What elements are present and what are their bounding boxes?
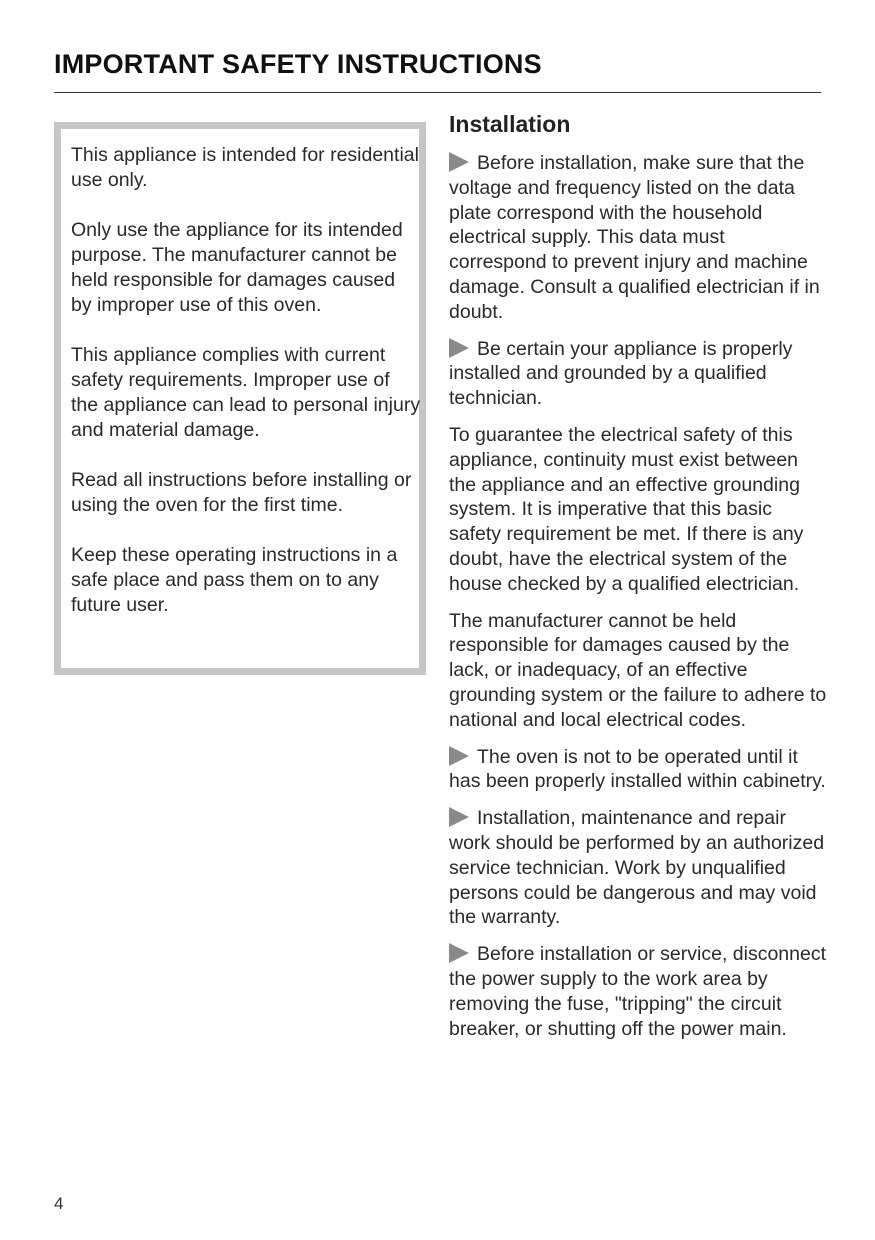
- installation-item: [449, 942, 827, 1041]
- page-number: 4: [54, 1194, 64, 1213]
- installation-item: [449, 337, 827, 411]
- notice-paragraph-keep-instructions: Keep these operating instructions in a safe place and pass them on to any future user.: [71, 544, 398, 616]
- notice-paragraph-read-instructions: Read all instructions before installing or using the oven for the first time.: [71, 469, 412, 516]
- installation-item-text: Before installation, make sure that the voltage and frequency listed on the data plate correspond with the household electrical supply. This data must correspond to prevent injury and machine damage. Consult a qualified electrician if in doubt.: [449, 152, 820, 323]
- notice-paragraph-intended-purpose: Only use the appliance for its intended purpose. The manufacturer cannot be held responsible for damages caused by improper use of this oven.: [71, 219, 403, 316]
- section-heading-installation: Installation: [449, 111, 571, 137]
- arrow-bullet-icon: [449, 746, 469, 766]
- arrow-bullet-icon: [449, 943, 469, 963]
- arrow-bullet-icon: [449, 807, 469, 827]
- installation-section: [449, 108, 827, 1053]
- notice-paragraph-residential: This appliance is intended for residential use only.: [71, 144, 419, 191]
- installation-item: [449, 151, 827, 325]
- arrow-bullet-icon: [449, 338, 469, 358]
- installation-item-text: Installation, maintenance and repair work should be performed by an authorized service technician. Work by unqualified persons could be dangerous and may void the warranty.: [449, 807, 825, 929]
- page-title: IMPORTANT SAFETY INSTRUCTIONS: [54, 49, 542, 79]
- installation-item: [449, 745, 827, 795]
- safety-notice-box: [54, 122, 426, 675]
- installation-item: [449, 806, 827, 930]
- installation-item-text: Be certain your appliance is properly installed and grounded by a qualified technician.: [449, 337, 793, 410]
- installation-item-text: Before installation or service, disconnect the power supply to the work area by removing the fuse, "tripping" the circuit breaker, or shutting off the power main.: [449, 943, 827, 1040]
- title-divider: [54, 92, 821, 93]
- installation-item-text: The oven is not to be operated until it has been properly installed within cabinetry.: [449, 745, 826, 793]
- installation-paragraph-liability: The manufacturer cannot be held responsible for damages caused by the lack, or inadequacy, of an effective grounding system or the failure to adhere to national and local electrical codes.: [449, 609, 827, 731]
- installation-paragraph-grounding: To guarantee the electrical safety of this appliance, continuity must exist between the appliance and an effective grounding system. It is imperative that this basic safety requirement be met. If there is any doubt, have the electrical system of the house checked by a qualified electrician.: [449, 423, 804, 595]
- arrow-bullet-icon: [449, 152, 469, 172]
- notice-paragraph-compliance: This appliance complies with current safety requirements. Improper use of the appliance can lead to personal injury and material damage.: [71, 344, 421, 441]
